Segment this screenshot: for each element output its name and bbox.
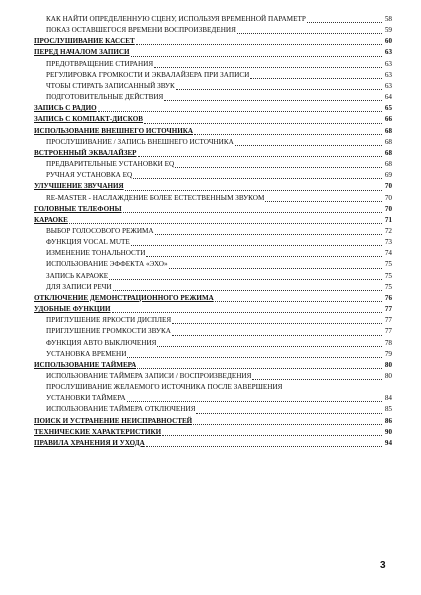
dot-leader (113, 285, 382, 291)
toc-entry-page: 75 (384, 282, 392, 291)
dot-leader (193, 419, 382, 425)
toc-subsection-entry (34, 92, 392, 103)
dot-leader (109, 274, 382, 280)
toc-entry-title: ЗАПИСЬ С КОМПАКТ-ДИСКОВ (34, 115, 144, 124)
toc-entry-title: КАК НАЙТИ ОПРЕДЕЛЕННУЮ СЦЕНУ, ИСПОЛЬЗУЯ ВРЕМЕННОЙ ПАРАМЕТР (46, 15, 306, 23)
toc-subsection-entry (34, 25, 392, 36)
toc-subsection-entry (34, 326, 392, 337)
toc-entry-page: 70 (384, 193, 392, 202)
toc-entry-page: 60 (384, 37, 392, 46)
dot-leader (112, 307, 382, 313)
toc-entry-page: 68 (384, 126, 392, 135)
toc-section-entry (34, 304, 392, 315)
toc-entry-title: ПРИГЛУШЕНИЕ ГРОМКОСТИ ЗВУКА (46, 327, 171, 336)
dot-leader (123, 207, 382, 213)
toc-entry-title: ПРЕДВАРИТЕЛЬНЫЕ УСТАНОВКИ EQ (46, 160, 175, 169)
toc-entry-page: 68 (384, 160, 392, 169)
toc-entry-page: 76 (384, 293, 392, 302)
toc-entry-page: 59 (384, 26, 392, 35)
toc-subsection-entry (34, 371, 392, 382)
toc-entry-title: ПОКАЗ ОСТАВШЕГОСЯ ВРЕМЕНИ ВОСПРОИЗВЕДЕНИЯ (46, 26, 236, 35)
dot-leader (307, 17, 382, 23)
dot-leader (127, 352, 382, 358)
toc-section-entry (34, 204, 392, 215)
toc-subsection-entry (34, 315, 392, 326)
toc-subsection-entry (34, 70, 392, 81)
toc-subsection-entry (34, 237, 392, 248)
dot-leader (194, 129, 382, 135)
toc-section-entry (34, 438, 392, 449)
dot-leader (136, 39, 382, 45)
dot-leader (133, 173, 382, 179)
dot-leader (250, 73, 382, 79)
toc-entry-page: 64 (384, 93, 392, 102)
toc-entry-title: ДЛЯ ЗАПИСИ РЕЧИ (46, 282, 112, 291)
toc-entry-title: ПРИГЛУШЕНИЕ ЯРКОСТИ ДИСПЛЕЯ (46, 316, 172, 325)
toc-entry-title: ПОДГОТОВИТЕЛЬНЫЕ ДЕЙСТВИЯ (46, 93, 164, 102)
toc-entry-page: 65 (384, 104, 392, 113)
dot-leader (154, 62, 382, 68)
toc-entry-page: 80 (384, 372, 392, 380)
dot-leader (69, 218, 382, 224)
toc-entry-title: ЗАПИСЬ С РАДИО (34, 104, 97, 113)
dot-leader (131, 51, 383, 57)
toc-entry-title: РУЧНАЯ УСТАНОВКА EQ (46, 171, 133, 180)
toc-entry-title: ИСПОЛЬЗОВАНИЕ ЭФФЕКТА «ЭХО» (46, 260, 168, 269)
dot-leader (155, 229, 382, 235)
toc-entry-page: 70 (384, 182, 392, 191)
toc-entry-title: ПЕРЕД НАЧАЛОМ ЗАПИСИ (34, 48, 130, 57)
toc-entry-page: 77 (384, 327, 392, 336)
dot-leader (146, 441, 382, 447)
toc-section-entry (34, 126, 392, 137)
toc-entry-page: 73 (384, 238, 392, 247)
toc-entry-page: 63 (384, 48, 392, 57)
toc-entry-page: 75 (384, 260, 392, 269)
toc-entry-page: 75 (384, 271, 392, 280)
dot-leader (137, 363, 382, 369)
toc-entry-page: 78 (384, 338, 392, 347)
toc-entry-title: УДОБНЫЕ ФУНКЦИИ (34, 305, 111, 314)
toc-entry-title: ЗАПИСЬ КАРАОКЕ (46, 271, 109, 280)
toc-entry-title: ТЕХНИЧЕСКИЕ ХАРАКТЕРИСТИКИ (34, 427, 162, 436)
toc-entry-title: ВЫБОР ГОЛОСОВОГО РЕЖИМА (46, 226, 154, 235)
toc-entry-title: ИСПОЛЬЗОВАНИЕ ТАЙМЕРА ОТКЛЮЧЕНИЯ (46, 405, 196, 414)
toc-entry-title: ЧТОБЫ СТИРАТЬ ЗАПИСАННЫЙ ЗВУК (46, 81, 175, 90)
toc-entry-title: ВСТРОЕННЫЙ ЭКВАЛАЙЗЕР (34, 148, 137, 157)
toc-section-entry (34, 360, 392, 371)
toc-subsection-entry (34, 338, 392, 349)
toc-entry-page: 80 (384, 360, 392, 369)
toc-entry-title: ИСПОЛЬЗОВАНИЕ ТАЙМЕРА (34, 360, 137, 369)
toc-section-entry (34, 103, 392, 114)
toc-entry-page: 74 (384, 249, 392, 258)
toc-entry-title: УЛУЧШЕНИЕ ЗВУЧАНИЯ (34, 182, 124, 191)
table-of-contents (34, 14, 392, 449)
dot-leader (237, 28, 382, 34)
toc-section-entry (34, 47, 392, 58)
toc-entry-title: ПОИСК И УСТРАНЕНИЕ НЕИСПРАВНОСТЕЙ (34, 416, 193, 425)
toc-entry-page: 94 (384, 438, 392, 447)
toc-section-entry (34, 293, 392, 304)
toc-entry-title: УСТАНОВКИ ТАЙМЕРА (46, 394, 126, 403)
toc-section-entry (34, 181, 392, 192)
toc-entry-title: ИСПОЛЬЗОВАНИЕ ВНЕШНЕГО ИСТОЧНИКА (34, 126, 194, 135)
toc-subsection-entry (34, 59, 392, 70)
dot-leader (252, 374, 382, 380)
toc-subsection-entry (34, 81, 392, 92)
toc-subsection-entry (34, 382, 392, 393)
toc-subsection-entry (34, 226, 392, 237)
toc-subsection-entry (34, 404, 392, 415)
toc-entry-title: RE-MASTER - НАСЛАЖДЕНИЕ БОЛЕЕ ЕСТЕСТВЕННЫМ ЗВУКОМ (46, 193, 265, 202)
dot-leader (125, 185, 382, 191)
toc-entry-page: 72 (384, 226, 392, 235)
toc-entry-page: 63 (384, 59, 392, 68)
toc-entry-title: УСТАНОВКА ВРЕМЕНИ (46, 349, 127, 358)
toc-entry-page: 68 (384, 148, 392, 157)
toc-entry-page: 63 (384, 81, 392, 90)
toc-entry-page: 85 (384, 405, 392, 414)
dot-leader (146, 251, 382, 257)
dot-leader (265, 196, 382, 202)
toc-entry-title: ПРАВИЛА ХРАНЕНИЯ И УХОДА (34, 438, 145, 447)
dot-leader (144, 118, 382, 124)
toc-section-entry (34, 416, 392, 427)
toc-entry-page: 86 (384, 416, 392, 425)
dot-leader (157, 341, 382, 347)
dot-leader (164, 95, 382, 101)
toc-subsection-entry (34, 271, 392, 282)
toc-entry-title: ИСПОЛЬЗОВАНИЕ ТАЙМЕРА ЗАПИСИ / ВОСПРОИЗВЕДЕНИЯ (46, 372, 252, 380)
toc-entry-title: ПРЕДОТВРАЩЕНИЕ СТИРАНИЯ (46, 59, 154, 68)
toc-subsection-entry (34, 248, 392, 259)
toc-entry-page: 69 (384, 171, 392, 180)
dot-leader (176, 84, 382, 90)
dot-leader (169, 263, 382, 269)
toc-entry-title: ИЗМЕНЕНИЕ ТОНАЛЬНОСТИ (46, 249, 146, 258)
toc-entry-page: 70 (384, 204, 392, 213)
toc-subsection-entry (34, 14, 392, 25)
toc-entry-page: 68 (384, 137, 392, 146)
toc-entry-title: ПРОСЛУШИВАНИЕ ЖЕЛАЕМОГО ИСТОЧНИКА ПОСЛЕ ЗАВЕРШЕНИЯ (46, 383, 283, 392)
dot-leader (98, 106, 382, 112)
toc-section-entry (34, 114, 392, 125)
toc-entry-title: КАРАОКЕ (34, 215, 68, 224)
dot-leader (131, 240, 382, 246)
toc-subsection-entry (34, 137, 392, 148)
toc-entry-title: ПРОСЛУШИВАНИЕ КАССЕТ (34, 37, 135, 46)
dot-leader (127, 396, 382, 402)
dot-leader (172, 318, 382, 324)
toc-subsection-entry (34, 193, 392, 204)
toc-entry-page: 77 (384, 305, 392, 314)
dot-leader (215, 296, 382, 302)
toc-entry-page: 90 (384, 427, 392, 436)
toc-entry-title: ФУНКЦИЯ VOCAL MUTE (46, 238, 130, 247)
toc-entry-title: ОТКЛЮЧЕНИЕ ДЕМОНСТРАЦИОННОГО РЕЖИМА (34, 293, 214, 302)
dot-leader (196, 408, 382, 414)
toc-subsection-entry (34, 259, 392, 270)
toc-section-entry (34, 427, 392, 438)
toc-entry-page: 84 (384, 394, 392, 403)
toc-section-entry (34, 36, 392, 47)
toc-section-entry (34, 148, 392, 159)
toc-entry-title: ПРОСЛУШИВАНИЕ / ЗАПИСЬ ВНЕШНЕГО ИСТОЧНИКА (46, 137, 234, 146)
dot-leader (162, 430, 382, 436)
toc-subsection-entry (34, 170, 392, 181)
toc-entry-title: РЕГУЛИРОВКА ГРОМКОСТИ И ЭКВАЛАЙЗЕРА ПРИ ЗАПИСИ (46, 70, 250, 79)
toc-subsection-entry (34, 393, 392, 404)
toc-section-entry (34, 215, 392, 226)
toc-subsection-entry (34, 159, 392, 170)
toc-entry-title: ФУНКЦИЯ АВТО ВЫКЛЮЧЕНИЯ (46, 338, 157, 347)
dot-leader (235, 140, 382, 146)
page-number: 3 (380, 560, 386, 571)
toc-subsection-entry (34, 282, 392, 293)
toc-entry-page: 58 (384, 15, 392, 23)
toc-entry-page: 79 (384, 349, 392, 358)
toc-entry-title: ГОЛОВНЫЕ ТЕЛЕФОНЫ (34, 204, 122, 213)
dot-leader (138, 151, 382, 157)
dot-leader (172, 330, 382, 336)
toc-entry-page: 63 (384, 70, 392, 79)
toc-entry-page: 66 (384, 115, 392, 124)
toc-entry-page: 71 (384, 215, 392, 224)
toc-entry-page: 77 (384, 316, 392, 325)
dot-leader (175, 162, 382, 168)
toc-subsection-entry (34, 349, 392, 360)
